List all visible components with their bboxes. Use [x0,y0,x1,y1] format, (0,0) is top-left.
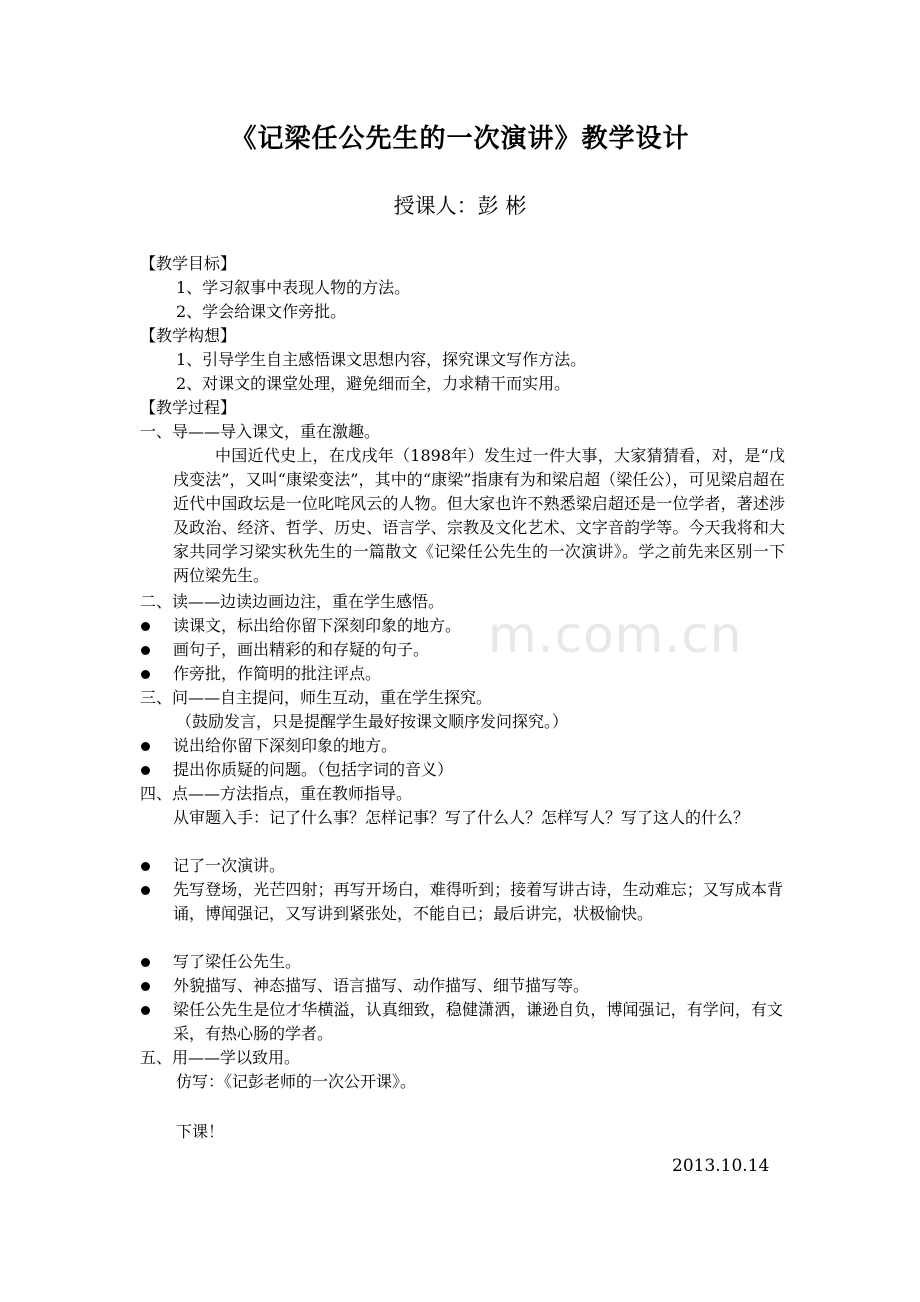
bullet-icon [141,622,150,631]
process-heading: 【教学过程】 [140,398,237,417]
section-4-intro: 从审题入手：记了什么事？怎样记事？写了什么人？怎样写人？写了这人的什么？ [173,808,750,827]
bullet-icon [141,766,150,775]
bullet-icon [141,886,150,895]
watermark: m.com.cn [488,606,743,664]
section-3-bullet: 提出你质疑的问题。（包括字词的音义） [173,760,454,779]
bullet-icon [141,862,150,871]
bullet-icon [141,1006,150,1015]
section-2-bullet: 读课文，标出给你留下深刻印象的地方。 [173,616,462,635]
bullet-icon [141,958,150,967]
section-2-title: 二、读——边读边画边注，重在学生感悟。 [140,592,445,611]
document-date: 2013.10.14 [672,1156,770,1176]
section-1-paragraph: 中国近代史上，在戊戌年（1898年）发生过一件大事，大家猜猜看，对，是“戊戌变法”，又叫“康梁变法”，其中的“康梁”指康有为和梁启超（梁任公），可见梁启超在近代中国政坛是一位叱咤风云的人物。但大家也许不熟悉梁启超还是一位学者，著述涉及政治、经济、哲学、历史、语言学、宗教及文化艺术、文字音韵学等。今天我将和大家共同学习梁实秋先生的一篇散文《记梁任公先生的一次演讲》。学之前先来区别一下两位梁先生。 [173,446,785,585]
section-1-title: 一、导——导入课文，重在激趣。 [140,422,381,441]
bullet-icon [141,670,150,679]
section-4-bullet: 外貌描写、神态描写、语言描写、动作描写、细节描写等。 [173,976,590,995]
section-4-bullet: 梁任公先生是位才华横溢，认真细致，稳健潇洒，谦逊自负，博闻强记，有学问，有文采，有热心肠的学者。 [173,1000,783,1043]
section-5-task: 仿写：《记彭老师的一次公开课》。 [176,1072,417,1091]
section-4-bullet: 记了一次演讲。 [173,856,286,875]
objectives-heading: 【教学目标】 [140,254,237,273]
section-5-title: 五、用——学以致用。 [140,1048,301,1067]
document-title: 《记梁任公先生的一次演讲》教学设计 [230,124,690,154]
bullet-icon [141,982,150,991]
section-4-title: 四、点——方法指点，重在教师指导。 [140,784,413,803]
author-line: 授课人：彭 彬 [393,194,527,218]
section-3-bullet: 说出给你留下深刻印象的地方。 [173,736,398,755]
concept-item: 2、对课文的课堂处理，避免细而全，力求精干而实用。 [176,374,571,393]
objective-item: 1、学习叙事中表现人物的方法。 [176,278,411,297]
bullet-icon [141,742,150,751]
section-2-bullet: 画句子，画出精彩的和存疑的句子。 [173,640,430,659]
section-3-title: 三、问——自主提问，师生互动，重在学生探究。 [140,688,493,707]
objective-item: 2、学会给课文作旁批。 [176,302,347,321]
bullet-icon [141,646,150,655]
section-4-bullet: 写了梁任公先生。 [173,952,302,971]
class-end: 下课！ [176,1122,225,1141]
concept-heading: 【教学构想】 [140,326,237,345]
concept-item: 1、引导学生自主感悟课文思想内容，探究课文写作方法。 [176,350,587,369]
section-3-note: （鼓励发言，只是提醒学生最好按课文顺序发问探究。） [176,712,569,731]
section-4-bullet: 先写登场，光芒四射；再写开场白，难得听到；接着写讲古诗，生动难忘；又写成本背诵，博闻强记，又写讲到紧张处，不能自已；最后讲完，状极愉快。 [173,880,783,923]
section-2-bullet: 作旁批，作简明的批注评点。 [173,664,382,683]
